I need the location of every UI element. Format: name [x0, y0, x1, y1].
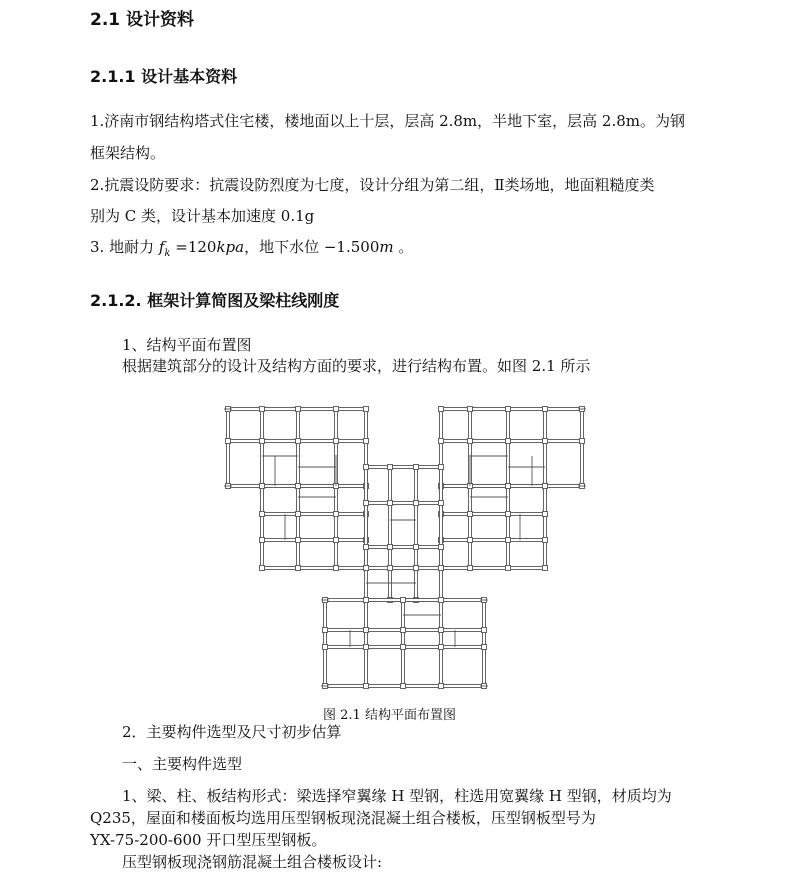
beam: [365, 600, 368, 686]
beam: [366, 502, 441, 505]
beam: [324, 600, 327, 686]
column: [543, 484, 548, 489]
column: [388, 501, 393, 506]
column: [260, 439, 265, 444]
fk-symbol: f: [158, 238, 165, 256]
column: [226, 484, 231, 489]
section-title: 2.1 设计资料: [90, 10, 195, 30]
beam: [483, 600, 486, 686]
column: [468, 439, 473, 444]
column: [260, 538, 265, 543]
beam: [544, 486, 547, 568]
beam: [365, 486, 368, 568]
column: [439, 566, 444, 571]
item-3-suffix: 。: [393, 238, 414, 256]
column: [296, 512, 301, 517]
column: [482, 598, 487, 603]
beam: [440, 409, 443, 486]
column: [482, 628, 487, 633]
beam: [389, 467, 392, 600]
column: [468, 407, 473, 412]
beam: [262, 567, 366, 570]
column: [439, 628, 444, 633]
beam: [441, 567, 545, 570]
column: [334, 484, 339, 489]
beam: [325, 646, 484, 649]
column: [580, 484, 585, 489]
subsection-2-title: 2.1.2. 框架计算简图及梁柱线刚度: [90, 291, 340, 310]
column: [468, 484, 473, 489]
beam: [297, 409, 300, 486]
column: [260, 484, 265, 489]
column: [414, 598, 419, 603]
beam: [440, 486, 443, 568]
column: [414, 501, 419, 506]
beam: [402, 600, 405, 686]
beam: [262, 513, 366, 516]
beam: [441, 408, 582, 411]
beam: [469, 486, 472, 568]
column: [260, 512, 265, 517]
column: [260, 484, 265, 489]
para-layout-desc: 根据建筑部分的设计及结构方面的要求，进行结构布置。如图 2.1 所示: [122, 357, 591, 375]
beam: [262, 485, 366, 488]
column: [439, 645, 444, 650]
column: [506, 512, 511, 517]
item-2-line-2: 别为 C 类，设计基本加速度 0.1g: [90, 207, 315, 225]
column: [482, 645, 487, 650]
column: [364, 501, 369, 506]
beam: [365, 409, 368, 486]
column: [506, 566, 511, 571]
beam: [366, 567, 441, 570]
column: [506, 484, 511, 489]
para-composite-slab: 压型钢板现浇钢筋混凝土组合楼板设计:: [122, 853, 383, 871]
column: [506, 407, 511, 412]
item-1-line-2: 框架结构。: [90, 144, 166, 162]
column: [439, 538, 444, 543]
beam: [440, 467, 443, 600]
para-structure-plan: 1、结构平面布置图: [122, 336, 252, 354]
column: [364, 484, 369, 489]
beam: [227, 409, 230, 486]
beam: [325, 599, 484, 602]
para-structure-form-2: Q235，屋面和楼面板均选用压型钢板现浇混凝土组合楼板，压型钢板型号为: [90, 809, 596, 827]
item-3: [90, 236, 413, 259]
column: [439, 501, 444, 506]
column: [364, 598, 369, 603]
column: [468, 538, 473, 543]
column: [364, 538, 369, 543]
column: [506, 538, 511, 543]
column: [364, 566, 369, 571]
column: [439, 545, 444, 550]
column: [364, 439, 369, 444]
fk-unit: kpa: [216, 238, 245, 256]
column: [260, 566, 265, 571]
beam: [441, 539, 545, 542]
beam: [441, 440, 582, 443]
column: [364, 566, 369, 571]
column: [543, 566, 548, 571]
water-unit: m: [379, 238, 394, 256]
column: [439, 484, 444, 489]
beam: [365, 467, 368, 600]
column: [401, 645, 406, 650]
column: [506, 484, 511, 489]
column: [296, 484, 301, 489]
beam: [335, 409, 338, 486]
column: [388, 566, 393, 571]
beam: [297, 486, 300, 568]
column: [439, 598, 444, 603]
column: [296, 484, 301, 489]
beam: [335, 486, 338, 568]
column: [580, 407, 585, 412]
column: [543, 512, 548, 517]
column: [226, 407, 231, 412]
beam: [441, 485, 582, 488]
beam: [441, 513, 545, 516]
beam: [228, 485, 366, 488]
beam: [325, 685, 484, 688]
figure-caption: 图 2.1 结构平面布置图: [323, 708, 456, 723]
column: [334, 407, 339, 412]
column: [439, 598, 444, 603]
column: [468, 484, 473, 489]
column: [364, 407, 369, 412]
beam: [325, 629, 484, 632]
fk-value: =120: [170, 238, 217, 256]
column: [468, 566, 473, 571]
subsection-1-title: 2.1.1 设计基本资料: [90, 67, 238, 86]
column: [334, 484, 339, 489]
beam: [261, 409, 264, 486]
column: [388, 598, 393, 603]
column: [334, 538, 339, 543]
column: [439, 512, 444, 517]
column: [260, 407, 265, 412]
para-structure-form-1: 1、梁、柱、板结构形式：梁选择窄翼缘 H 型钢，柱选用宽翼缘 H 型钢，材质均为: [122, 787, 672, 805]
column: [388, 465, 393, 470]
column: [364, 628, 369, 633]
column: [439, 465, 444, 470]
column: [334, 439, 339, 444]
column: [439, 484, 444, 489]
column: [414, 566, 419, 571]
column: [506, 439, 511, 444]
column: [543, 439, 548, 444]
beam: [581, 409, 584, 486]
beam: [261, 486, 264, 568]
beam: [366, 599, 441, 602]
column: [388, 545, 393, 550]
column: [364, 465, 369, 470]
column: [401, 684, 406, 689]
column: [296, 407, 301, 412]
column: [439, 439, 444, 444]
column: [364, 598, 369, 603]
column: [414, 465, 419, 470]
beam: [262, 539, 366, 542]
column: [439, 407, 444, 412]
column: [401, 598, 406, 603]
column: [401, 628, 406, 633]
item-3-prefix: 3. 地耐力: [90, 238, 159, 256]
para-member-selection: 2．主要构件选型及尺寸初步估算: [122, 723, 342, 741]
column: [364, 545, 369, 550]
beam: [415, 467, 418, 600]
beam: [440, 600, 443, 686]
column: [364, 645, 369, 650]
column: [414, 545, 419, 550]
item-1-line-1: 1.济南市钢结构塔式住宅楼，楼地面以上十层，层高 2.8m，半地下室，层高 2.8m。为钢: [90, 112, 686, 130]
column: [364, 484, 369, 489]
water-level: ，地下水位 −1.500: [244, 238, 380, 256]
column: [296, 566, 301, 571]
column: [543, 538, 548, 543]
item-2-line-1: 2.抗震设防要求：抗震设防烈度为七度，设计分组为第二组，Ⅱ类场地，地面粗糙度类: [90, 176, 655, 194]
beam: [441, 485, 545, 488]
para-main-members: 一、主要构件选型: [122, 755, 243, 773]
beam: [507, 486, 510, 568]
beam: [507, 409, 510, 486]
beam: [544, 409, 547, 486]
column: [323, 684, 328, 689]
column: [226, 439, 231, 444]
beam: [228, 440, 366, 443]
column: [439, 684, 444, 689]
column: [323, 645, 328, 650]
column: [468, 512, 473, 517]
column: [296, 538, 301, 543]
column: [543, 407, 548, 412]
column: [364, 512, 369, 517]
column: [334, 566, 339, 571]
column: [580, 439, 585, 444]
beam: [228, 408, 366, 411]
fk-subscript: k: [164, 248, 171, 259]
column: [439, 566, 444, 571]
para-structure-form-3: YX-75-200-600 开口型压型钢板。: [90, 831, 327, 849]
column: [323, 628, 328, 633]
column: [364, 684, 369, 689]
beam: [469, 409, 472, 486]
column: [323, 598, 328, 603]
beam: [366, 466, 441, 469]
column: [296, 439, 301, 444]
column: [482, 684, 487, 689]
column: [334, 512, 339, 517]
beam: [366, 546, 441, 549]
column: [543, 484, 548, 489]
